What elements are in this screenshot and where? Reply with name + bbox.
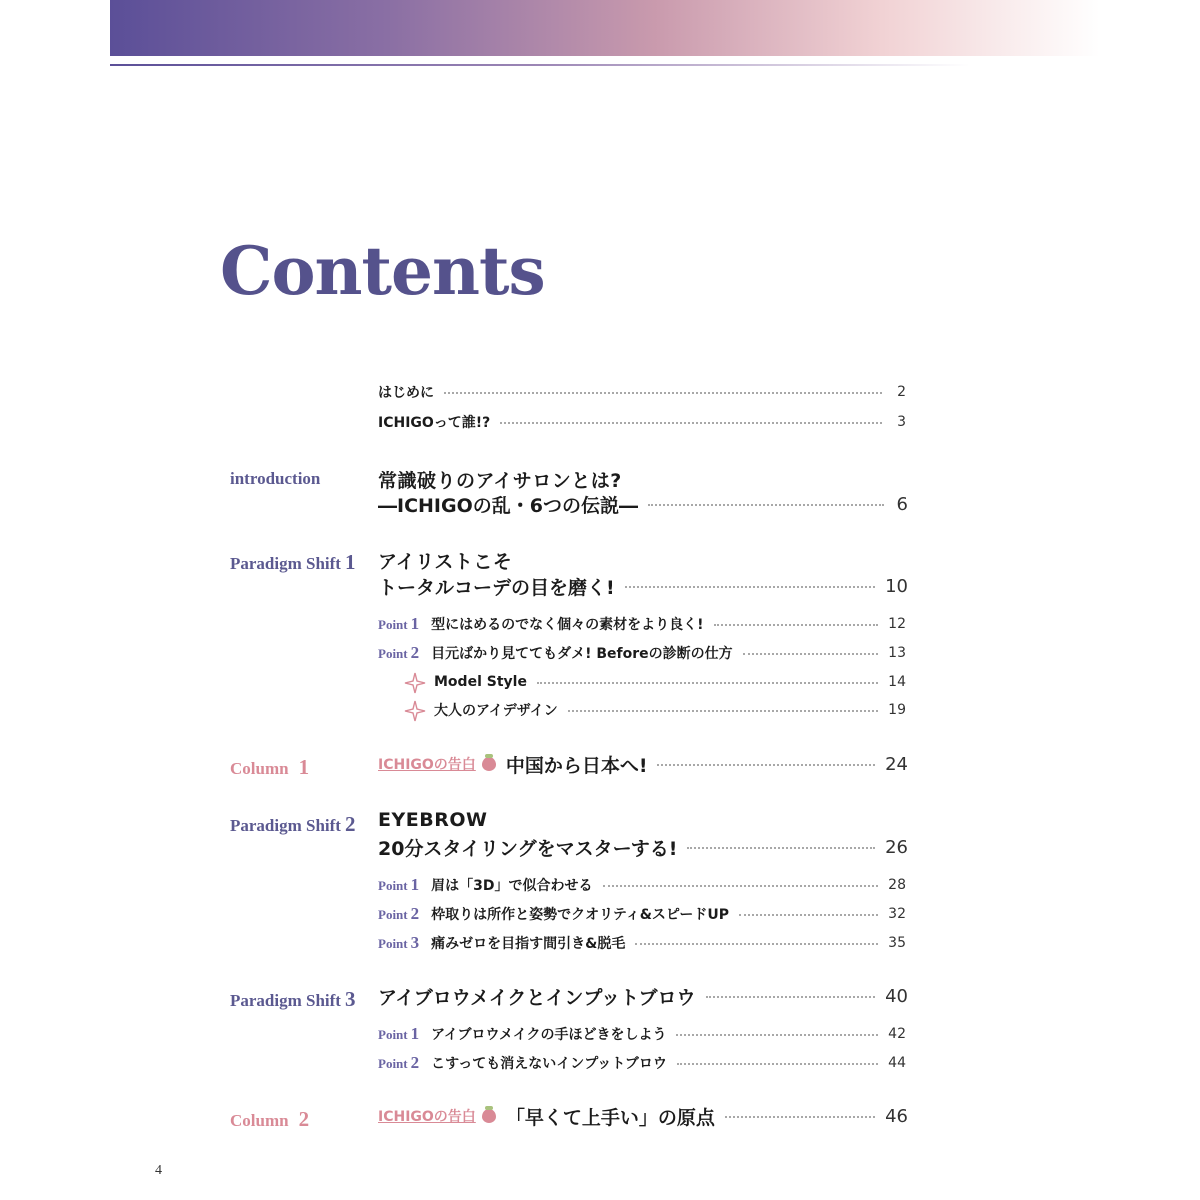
toc-page-number: 40	[885, 985, 908, 1007]
sparkle-icon	[404, 672, 426, 694]
point-marker: Point 1	[378, 614, 420, 633]
toc-page-number: 14	[888, 674, 906, 690]
toc-entry-label: 大人のアイデザイン	[434, 703, 558, 719]
toc-entry-column-1[interactable]	[378, 752, 908, 776]
toc-point-2-1[interactable]	[378, 873, 906, 897]
header-rule	[110, 64, 970, 66]
toc-page-number: 32	[888, 906, 906, 922]
section-heading-introduction[interactable]: 常識破りのアイサロンとは?	[378, 470, 622, 492]
toc-entry-label: 目元ばかり見ててもダメ! Beforeの診断の仕方	[431, 646, 733, 662]
section-label-text: Paradigm Shift	[230, 554, 341, 573]
toc-entry-introduction-sub[interactable]	[378, 492, 908, 516]
section-label-column-2	[230, 1107, 309, 1132]
toc-point-3-2[interactable]	[378, 1051, 906, 1075]
toc-page-number: 19	[888, 702, 906, 718]
point-marker: Point 2	[378, 1053, 420, 1072]
dot-leader	[687, 847, 875, 849]
toc-point-1-1[interactable]	[378, 612, 906, 636]
section-label-number: 3	[344, 987, 356, 1011]
dot-leader	[603, 885, 879, 887]
toc-point-1-2[interactable]	[378, 641, 906, 665]
toc-entry-ichigo[interactable]	[378, 410, 906, 434]
section-heading-shift-1[interactable]: アイリストこそ	[378, 551, 513, 573]
dot-leader	[568, 710, 878, 712]
point-marker: Point 1	[378, 1024, 420, 1043]
section-label-number: 2	[344, 812, 356, 836]
dot-leader	[677, 1063, 878, 1065]
dot-leader	[706, 996, 876, 998]
dot-leader	[743, 653, 879, 655]
toc-entry-label: 枠取りは所作と姿勢でクオリティ&スピードUP	[431, 907, 730, 923]
toc-entry-label: 20分スタイリングをマスターする!	[378, 837, 678, 860]
toc-entry-shift-1-sub[interactable]	[378, 574, 908, 598]
section-label-column-1	[230, 755, 309, 780]
dot-leader	[537, 682, 878, 684]
toc-page-number: 3	[897, 414, 906, 430]
section-label-text: Column	[230, 1111, 289, 1130]
section-label-text: Paradigm Shift	[230, 991, 341, 1010]
sparkle-icon	[404, 700, 426, 722]
dot-leader	[500, 422, 882, 424]
section-label-shift-1	[230, 550, 355, 575]
toc-entry-label: トータルコーデの目を磨く!	[378, 576, 615, 599]
section-label-number: 2	[298, 1107, 310, 1131]
toc-entry-shift-2-sub[interactable]	[378, 835, 908, 859]
toc-page-number: 2	[897, 384, 906, 400]
dot-leader	[676, 1034, 878, 1036]
dot-leader	[444, 392, 882, 394]
toc-entry-label: 「早くて上手い」の原点	[505, 1106, 715, 1129]
header-gradient-band	[110, 0, 1100, 56]
page-number: 4	[155, 1163, 162, 1178]
column-tag: ICHIGOの告白	[378, 757, 476, 773]
section-label-text: Paradigm Shift	[230, 816, 341, 835]
point-marker: Point 2	[378, 904, 420, 923]
dot-leader	[648, 504, 884, 506]
dot-leader	[739, 914, 878, 916]
toc-entry-label: ―ICHIGOの乱・6つの伝説―	[378, 494, 638, 517]
toc-entry-label: 中国から日本へ!	[505, 754, 648, 777]
dot-leader	[725, 1116, 875, 1118]
toc-entry-label: アイブロウメイクとインプットブロウ	[378, 986, 696, 1009]
section-label-shift-2	[230, 812, 355, 837]
toc-page-number: 10	[885, 575, 908, 597]
dot-leader	[635, 943, 878, 945]
toc-entry-label: Model Style	[434, 674, 527, 690]
section-label-number: 1	[344, 550, 356, 574]
toc-page-number: 26	[885, 836, 908, 858]
toc-entry-label: 痛みゼロを目指す間引き&脱毛	[431, 936, 626, 952]
section-label-number: 1	[298, 755, 310, 779]
toc-point-2-3[interactable]	[378, 931, 906, 955]
toc-entry-adult-eye-design[interactable]	[434, 698, 906, 722]
toc-entry-column-2[interactable]	[378, 1104, 908, 1128]
toc-page-number: 6	[896, 493, 908, 515]
toc-page-number: 24	[885, 753, 908, 775]
point-marker: Point 3	[378, 933, 420, 952]
toc-entry-label: 型にはめるのでなく個々の素材をより良く!	[431, 617, 704, 633]
toc-entry-shift-3[interactable]	[378, 984, 908, 1008]
toc-point-2-2[interactable]	[378, 902, 906, 926]
section-label-text: Column	[230, 759, 289, 778]
page-title: Contents	[220, 232, 545, 310]
toc-entry-label: はじめに	[378, 385, 434, 401]
strawberry-icon	[482, 1109, 496, 1123]
toc-entry-label: こすっても消えないインプットブロウ	[431, 1056, 667, 1072]
toc-entry-label: ICHIGOって誰!?	[378, 415, 491, 431]
toc-page-number: 28	[888, 877, 906, 893]
section-heading-shift-2[interactable]: EYEBROW	[378, 809, 488, 831]
point-marker: Point 2	[378, 643, 420, 662]
toc-page-number: 35	[888, 935, 906, 951]
dot-leader	[657, 764, 875, 766]
point-marker: Point 1	[378, 875, 420, 894]
toc-entry-label: アイブロウメイクの手ほどきをしよう	[431, 1027, 667, 1043]
toc-page-number: 13	[888, 645, 906, 661]
toc-page-number: 44	[888, 1055, 906, 1071]
toc-point-3-1[interactable]	[378, 1022, 906, 1046]
column-tag: ICHIGOの告白	[378, 1109, 476, 1125]
toc-page-number: 12	[888, 616, 906, 632]
toc-page-number: 46	[885, 1105, 908, 1127]
toc-entry-label: 眉は「3D」で似合わせる	[431, 878, 593, 894]
dot-leader	[714, 624, 879, 626]
strawberry-icon	[482, 757, 496, 771]
section-label-introduction: introduction	[230, 469, 321, 488]
toc-entry-model-style[interactable]	[434, 670, 906, 694]
toc-page-number: 42	[888, 1026, 906, 1042]
section-label-shift-3	[230, 987, 355, 1012]
dot-leader	[625, 586, 875, 588]
toc-entry-hajimeni[interactable]	[378, 380, 906, 404]
